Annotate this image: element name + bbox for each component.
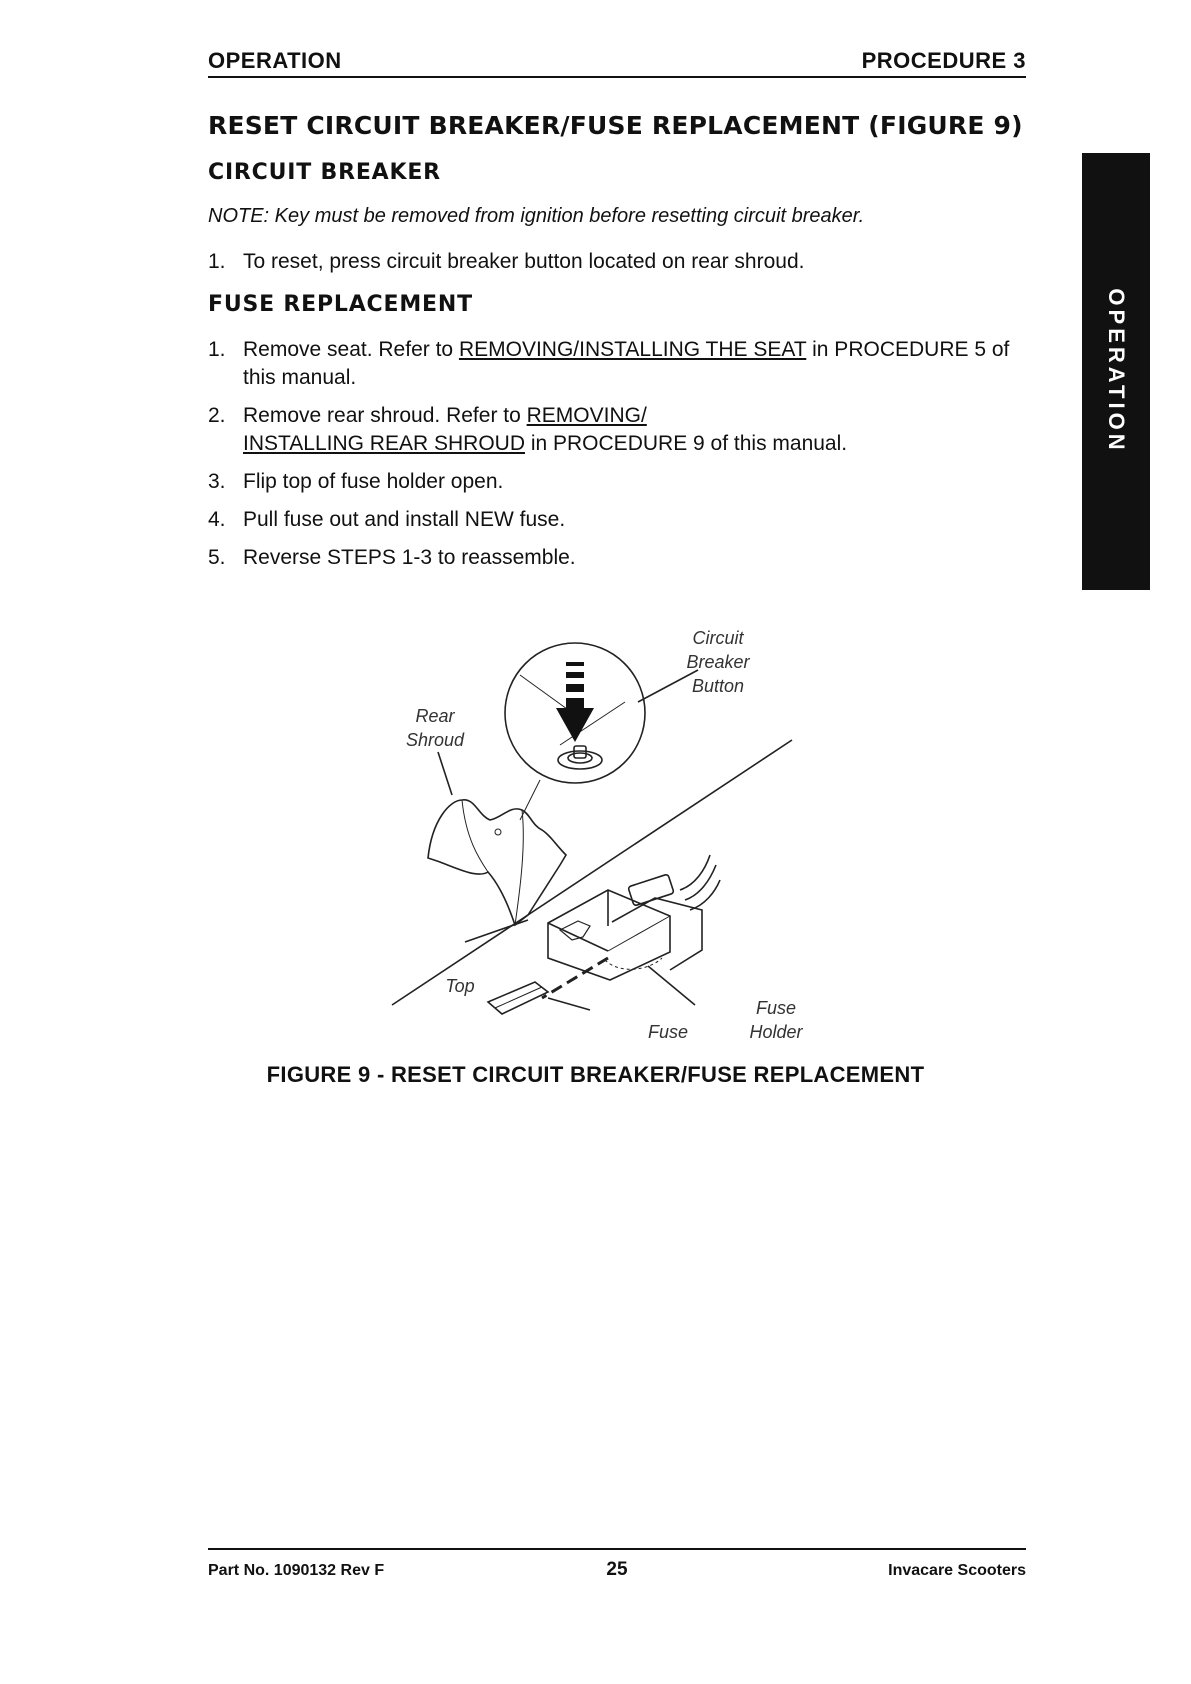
header-section: OPERATION — [208, 48, 342, 73]
figure-9 — [380, 628, 850, 1060]
step-text: Flip top of fuse holder open. — [243, 470, 504, 493]
leader-fuse — [548, 998, 590, 1010]
installing-rear-shroud-link[interactable]: INSTALLING REAR SHROUD — [243, 432, 525, 455]
label-fuse: Fuse — [648, 1022, 689, 1042]
part-number: Part No. 1090132 Rev F — [208, 1562, 385, 1579]
label-circuit-breaker-button: Circuit Breaker Button — [686, 628, 750, 696]
fuse-holder-body — [612, 898, 702, 970]
brand-name: Invacare Scooters — [888, 1562, 1026, 1579]
page-title: RESET CIRCUIT BREAKER/FUSE REPLACEMENT (FIGURE 9) — [208, 111, 1023, 140]
step-text-pre: Remove seat. Refer to — [243, 338, 459, 361]
figure-caption: FIGURE 9 - RESET CIRCUIT BREAKER/FUSE REPLACEMENT — [266, 1062, 925, 1087]
step-text: To reset, press circuit breaker button located on rear shroud. — [243, 250, 805, 273]
leader-top — [465, 920, 528, 942]
fuse-path-arrow — [542, 958, 608, 998]
circuit-breaker-heading: CIRCUIT BREAKER — [208, 160, 441, 185]
breaker-button — [574, 746, 586, 758]
note-text: NOTE: Key must be removed from ignition before resetting circuit breaker. — [208, 205, 865, 227]
step-text-pre: Remove rear shroud. Refer to — [243, 404, 527, 427]
leader-shroud — [438, 752, 452, 795]
page-header — [208, 46, 1026, 78]
step-text-post: in PROCEDURE 5 of this manual. — [243, 338, 1010, 389]
page-number: 25 — [606, 1559, 628, 1580]
step-text — [243, 336, 1033, 392]
removing-rear-shroud-link[interactable]: REMOVING/ — [526, 404, 647, 427]
page-footer — [208, 1548, 1026, 1590]
header-procedure: PROCEDURE 3 — [861, 48, 1026, 73]
step-number: 1. — [208, 338, 226, 361]
leader-fuse-holder — [648, 966, 695, 1005]
label-rear-shroud: Rear Shroud — [405, 706, 465, 750]
step-text — [243, 402, 1033, 458]
step-number: 3. — [208, 470, 226, 493]
side-tab-label: OPERATION — [1104, 288, 1129, 454]
step-text: Pull fuse out and install NEW fuse. — [243, 508, 566, 531]
press-arrow-icon — [556, 662, 594, 742]
removing-installing-seat-link[interactable]: REMOVING/INSTALLING THE SEAT — [458, 338, 807, 361]
rear-shroud-shape — [428, 800, 566, 925]
step-text: Reverse STEPS 1-3 to reassemble. — [243, 546, 576, 569]
fuse-replacement-heading: FUSE REPLACEMENT — [208, 292, 473, 317]
step-number: 4. — [208, 508, 226, 531]
side-tab — [1082, 153, 1150, 590]
step-number: 1. — [208, 250, 226, 273]
label-top: Top — [445, 976, 475, 996]
step-number: 5. — [208, 546, 226, 569]
scooter-frame-line — [392, 740, 792, 1005]
step-number: 2. — [208, 404, 226, 427]
label-fuse-holder: Fuse Holder — [749, 998, 803, 1042]
step-text-post: in PROCEDURE 9 of this manual. — [525, 432, 848, 455]
